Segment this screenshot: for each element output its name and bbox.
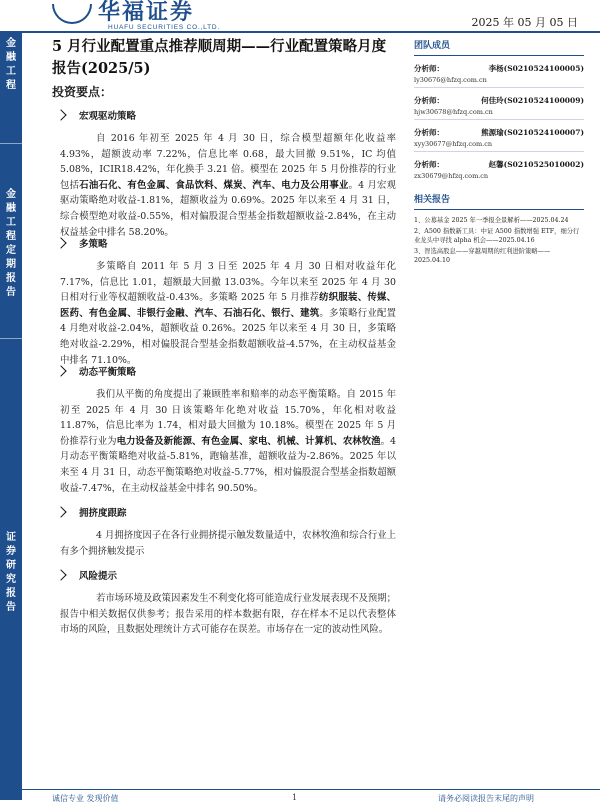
report-date: 2025 年 05 月 05 日	[471, 16, 578, 29]
team-heading-rule	[414, 55, 584, 56]
section-macro-strategy	[56, 108, 396, 240]
section-dynamic-balance	[56, 364, 396, 496]
analyst-email[interactable]: xyy30677@hfzq.com.cn	[414, 140, 493, 148]
sidebar-divider	[0, 338, 22, 339]
page-header	[0, 0, 600, 40]
report-title: 5 月行业配置重点推荐顺周期——行业配置策略月度报告(2025/5)	[52, 38, 387, 77]
related-heading-rule	[414, 209, 584, 210]
right-column	[414, 38, 584, 267]
section-body: 多策略自 2011 年 5 月 3 日至 2025 年 4 月 30 日相对收益年化 7.17%，信息比 1.01，超额最大回撤 13.03%。今年以来至 2025 年 4 月 30 日相对行业等权超额收益-0.43%。多策略 2025 年 5 月推荐纺织服装、传媒、医药、有色金属、非银行金融、汽车、石油石化、银行、建筑。多策略行业配置 4 月绝对收益-2.04%，超额收益 0.26%。2025 年以来至 4 月 30 日，多策略绝对收益-2.29%，相对偏股混合型基金指数超额收益-4.57%，在主动权益基金中排名 71.10%。	[60, 261, 396, 366]
sidebar-label-2: 金 融 工 程 定 期 报 告	[6, 189, 16, 298]
logo-mark-icon	[52, 4, 92, 24]
section-heading: 拥挤度跟踪	[56, 505, 396, 519]
related-report-link[interactable]: 3、智选高股息——穿越周期的红利进阶策略——2025.04.10	[414, 247, 551, 264]
section-heading: 风险提示	[56, 568, 396, 582]
analyst-entry: 分析师： 赵馨(S0210525010002) zx30679@hfzq.com.cn	[414, 160, 584, 180]
sidebar-divider	[0, 143, 22, 144]
related-reports-list	[414, 216, 584, 266]
section-heading: 宏观驱动策略	[56, 108, 396, 122]
analyst-email[interactable]: hjw30678@hfzq.com.cn	[414, 108, 493, 116]
chevron-right-icon	[55, 237, 66, 248]
chevron-right-icon	[55, 109, 66, 120]
chevron-right-icon	[55, 569, 66, 580]
highlights-label: 投资要点：	[52, 85, 113, 99]
section-heading: 动态平衡策略	[56, 364, 396, 378]
analyst-email[interactable]: ly30676@hfzq.com.cn	[414, 76, 487, 84]
footer-slogan: 诚信专业 发现价值	[52, 794, 119, 803]
footer-disclaimer: 请务必阅读报告末尾的声明	[438, 794, 534, 803]
logo-text: 华福证券	[98, 0, 195, 25]
section-body: 若市场环境及政策因素发生不利变化将可能造成行业发展表现不及预期；报告中相关数据仅供参考；报告采用的样本数据有限，存在样本不足以代表整体市场的风险，且数据处理统计方式可能存在误差。市场存在一定的波动性风险。	[60, 593, 397, 636]
section-multi-strategy	[56, 236, 396, 368]
section-crowding-tracking	[56, 505, 396, 559]
left-sidebar	[0, 33, 22, 800]
page-number: 1	[292, 793, 298, 802]
company-logo	[52, 0, 194, 24]
analyst-entry: 分析师： 何佳玲(S0210524100009) hjw30678@hfzq.com.cn	[414, 95, 584, 120]
sidebar-label-3: 证 券 研 究 报 告	[6, 532, 16, 613]
footer-rule	[22, 789, 600, 790]
sidebar-label-1: 金 融 工 程	[6, 38, 16, 91]
analyst-entry: 分析师： 熊源瑜(S0210524100007) xyy30677@hfzq.com.cn	[414, 127, 584, 152]
section-body: 我们从平衡的角度提出了兼顾胜率和赔率的动态平衡策略。自 2015 年初至 2025 年 4 月 30 日该策略年化绝对收益 15.70%，年化相对收益 11.87%，信息比率为 1.74，相对最大回撤为 10.18%。模型在 2025 年 5 月份推荐行业为电力设备及新能源、有色金属、家电、机械、计算机、农林牧渔。4 月动态平衡策略绝对收益-5.81%，跑输基准，超额收益为-2.86%。2025 年以来至 4 月 31 日，动态平衡策略绝对收益-5.77%，相对偏股混合型基金指数超额收益-7.47%，在主动权益基金中排名 90.50%。	[60, 389, 396, 494]
chevron-right-icon	[55, 506, 66, 517]
analyst-entry: 分析师： 李杨(S0210524100005) ly30676@hfzq.com.cn	[414, 63, 584, 88]
team-heading: 团队成员	[414, 41, 451, 51]
section-heading: 多策略	[56, 236, 396, 250]
section-body: 4 月拥挤度因子在各行业拥挤提示触发数量适中，农林牧渔和综合行业上有多个拥挤触发提示	[60, 530, 396, 557]
related-report-link[interactable]: 2、A500 指数新工具：中证 A500 指数增强 ETF，细分行业龙头中寻找 alpha 机会——2025.04.16	[414, 227, 580, 244]
related-reports-heading: 相关报告	[414, 195, 451, 205]
chevron-right-icon	[55, 365, 66, 376]
analyst-email[interactable]: zx30679@hfzq.com.cn	[414, 172, 489, 180]
section-risk-warning	[56, 568, 396, 638]
header-rule	[0, 31, 600, 33]
section-body: 自 2016 年初至 2025 年 4 月 30 日，综合模型超额年化收益率 4.93%，超额波动率 7.22%，信息比率 0.68，最大回撤 9.51%，IC 均值 5.08%，ICIR18.42%，年化换手 3.21 倍。模型在 2025 年 5 月份推荐的行业包括石油石化、有色金属、食品饮料、煤炭、汽车、电力及公用事业。4 月宏观驱动策略绝对收益-1.81%，超额收益为 0.69%。2025 年以来至 4 月 31 日，综合模型绝对收益-0.55%，相对偏股混合型基金指数超额收益-2.84%，在主动权益基金中排名 58.20%。	[60, 133, 396, 238]
logo-english-text: HUAFU SECURITIES CO.,LTD.	[108, 24, 220, 31]
related-report-link[interactable]: 1、公募基金 2025 年一季报全景解析——2025.04.24	[414, 217, 569, 224]
